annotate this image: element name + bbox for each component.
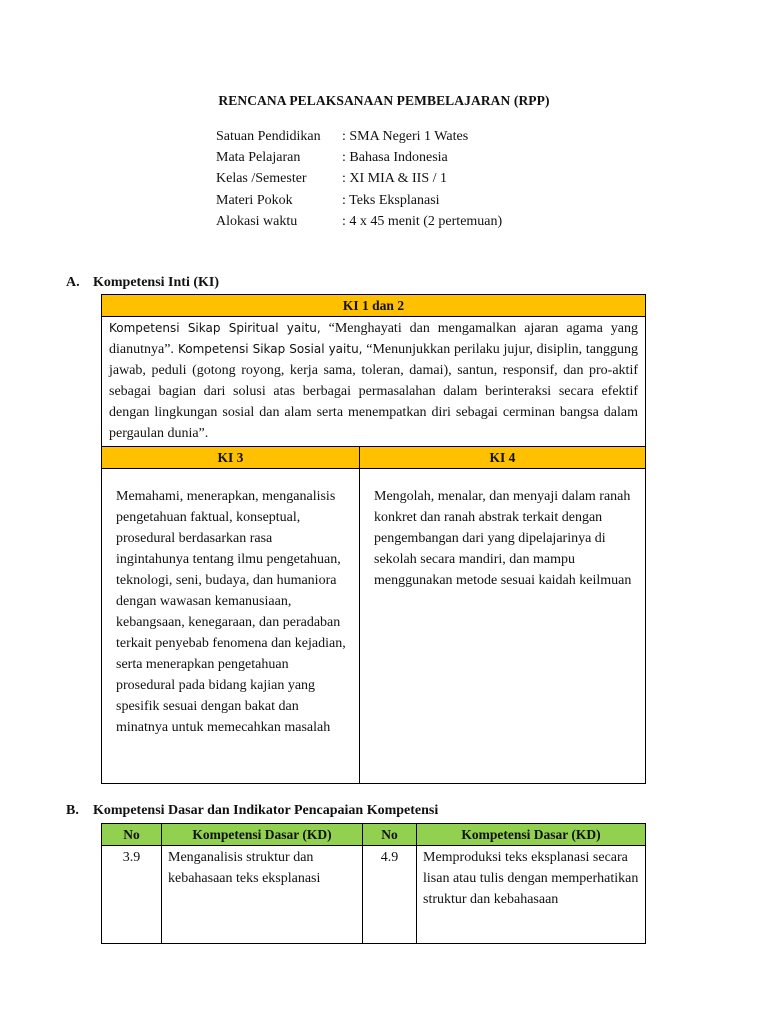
meta-row-topic [216, 190, 502, 211]
ki3-text: Memahami, menerapkan, menganalisis pengetahuan faktual, konseptual, prosedural berdasarkan rasa ingintahunya tentang ilmu pengetahuan, teknologi, seni, budaya, dan humaniora dengan wawasan kemanusiaan, kebangsaan, kenegaraan, dan peradaban terkait penyebab fenomena dan kejadian, serta menerapkan pengetahuan prosedural pada bidang kajian yang spesifik sesuai dengan bakat dan minatnya untuk memecahkan masalah [116, 489, 346, 735]
ki12-header: KI 1 dan 2 [102, 295, 646, 317]
ki3-cell [102, 469, 360, 784]
document-title: RENCANA PELAKSANAAN PEMBELAJARAN (RPP) [218, 93, 550, 108]
section-letter: A. [66, 275, 80, 290]
meta-label: Materi Pokok [216, 192, 293, 208]
kd-header-no: No [102, 824, 162, 846]
ki-table [101, 294, 646, 784]
meta-row-time [216, 211, 502, 232]
kd-text-cell: Menganalisis struktur dan kebahasaan teks eksplanasi [162, 846, 363, 944]
kd-no-cell: 3.9 [102, 846, 162, 944]
document-metadata [216, 126, 502, 232]
ki12-content [102, 317, 646, 447]
ki12-text-spiritual: “Menghayati dan mengamalkan ajaran agama yang dianutnya”. [109, 321, 638, 357]
section-title: Kompetensi Dasar dan Indikator Pencapaian Kompetensi [93, 803, 439, 818]
meta-value: : Bahasa Indonesia [342, 150, 448, 166]
kd-header-no: No [363, 824, 417, 846]
meta-row-subject [216, 147, 502, 168]
kd-text-cell: Memproduksi teks eksplanasi secara lisan atau tulis dengan memperhatikan struktur dan kebahasaan [417, 846, 646, 944]
meta-row-school [216, 126, 502, 147]
ki4-cell [360, 469, 646, 784]
meta-value: : Teks Eksplanasi [342, 192, 440, 208]
kd-header-kd: Kompetensi Dasar (KD) [417, 824, 646, 846]
meta-value: : XI MIA & IIS / 1 [342, 171, 447, 187]
section-title: Kompetensi Inti (KI) [93, 275, 219, 290]
table-row [102, 846, 646, 944]
ki12-label-social: Kompetensi Sikap Sosial yaitu, [173, 342, 363, 356]
meta-label: Alokasi waktu [216, 213, 298, 229]
ki4-header: KI 4 [360, 447, 646, 469]
meta-label: Mata Pelajaran [216, 150, 301, 166]
kd-header-kd: Kompetensi Dasar (KD) [162, 824, 363, 846]
meta-value: : SMA Negeri 1 Wates [342, 129, 469, 144]
section-a-heading [66, 275, 219, 291]
meta-label: Satuan Pendidikan [216, 129, 321, 144]
ki4-text: Mengolah, menalar, dan menyaji dalam ranah konkret dan ranah abstrak terkait dengan pengembangan dari yang dipelajarinya di sekolah secara mandiri, dan mampu menggunakan metode sesuai kaidah keilmuan [374, 489, 632, 588]
kd-no-cell: 4.9 [363, 846, 417, 944]
ki3-header: KI 3 [102, 447, 360, 469]
section-b-heading [66, 803, 438, 819]
ki12-text-social: “Menunjukkan perilaku jujur, disiplin, tanggung jawab, peduli (gotong royong, kerja sama, toleran, damai), santun, responsif, dan pro-aktif sebagai bagian dari solusi atas berbagai permasalahan dalam berinteraksi secara efektif dengan lingkungan sosial dan alam serta menempatkan diri sebagai cerminan bangsa dalam pergaulan dunia”. [109, 342, 638, 441]
meta-value: : 4 x 45 menit (2 pertemuan) [342, 213, 503, 229]
kd-table [101, 823, 646, 944]
meta-label: Kelas /Semester [216, 171, 307, 187]
meta-row-class [216, 168, 502, 189]
section-letter: B. [66, 803, 79, 818]
ki12-label-spiritual: Kompetensi Sikap Spiritual yaitu, [109, 321, 321, 335]
